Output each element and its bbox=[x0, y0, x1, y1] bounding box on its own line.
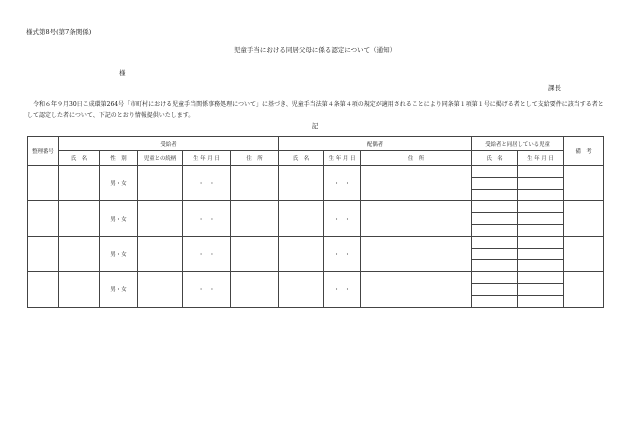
recipient-sex-cell[interactable]: 男・女 bbox=[100, 236, 138, 271]
spouse-name-cell[interactable] bbox=[279, 272, 324, 307]
serial-number-cell[interactable] bbox=[28, 166, 59, 201]
recipient-relation-cell[interactable] bbox=[138, 201, 183, 236]
table-row bbox=[28, 272, 604, 284]
header-row-groups bbox=[28, 137, 604, 151]
body-paragraph: 令和６年９月30日こ成環第264号「市町村における児童手当関係事務処理について」に基づき、児童手当法第４条第４項の規定が適用されることにより同条第１項第１号に掲げる者として支給要件に該当する者として認定した者について、下記のとおり情報提供いたします。 bbox=[27, 101, 604, 119]
child-birthdate-cell[interactable] bbox=[518, 236, 564, 248]
spouse-birthdate-cell[interactable]: ・ ・ bbox=[324, 201, 361, 236]
child-name-cell[interactable] bbox=[472, 177, 518, 189]
child-birthdate-header: 生 年 月 日 bbox=[518, 151, 564, 166]
recipient-table bbox=[27, 136, 604, 308]
spouse-address-header: 住 所 bbox=[361, 151, 472, 166]
header-row-columns bbox=[28, 151, 604, 166]
spouse-address-cell[interactable] bbox=[361, 201, 472, 236]
records-body bbox=[28, 166, 604, 308]
child-name-cell[interactable] bbox=[472, 224, 518, 236]
child-name-cell[interactable] bbox=[472, 272, 518, 284]
remarks-cell[interactable] bbox=[564, 236, 604, 271]
child-birthdate-cell[interactable] bbox=[518, 295, 564, 307]
child-name-cell[interactable] bbox=[472, 189, 518, 201]
child-birthdate-cell[interactable] bbox=[518, 166, 564, 178]
recipient-name-cell[interactable] bbox=[59, 166, 100, 201]
child-birthdate-cell[interactable] bbox=[518, 189, 564, 201]
child-name-cell[interactable] bbox=[472, 295, 518, 307]
spouse-address-cell[interactable] bbox=[361, 272, 472, 307]
recipient-birthdate-cell[interactable]: ・ ・ bbox=[183, 201, 231, 236]
spouse-address-cell[interactable] bbox=[361, 236, 472, 271]
recipient-relation-header: 児童との続柄 bbox=[138, 151, 183, 166]
table-row bbox=[28, 166, 604, 178]
spouse-birthdate-cell[interactable]: ・ ・ bbox=[324, 236, 361, 271]
recipient-birthdate-cell[interactable]: ・ ・ bbox=[183, 236, 231, 271]
child-birthdate-cell[interactable] bbox=[518, 224, 564, 236]
child-birthdate-cell[interactable] bbox=[518, 260, 564, 272]
recipient-name-cell[interactable] bbox=[59, 201, 100, 236]
recipient-relation-cell[interactable] bbox=[138, 166, 183, 201]
child-name-cell[interactable] bbox=[472, 201, 518, 213]
recipient-relation-cell[interactable] bbox=[138, 236, 183, 271]
child-birthdate-cell[interactable] bbox=[518, 177, 564, 189]
spouse-birthdate-cell[interactable]: ・ ・ bbox=[324, 166, 361, 201]
document-title: 児童手当における同居父母に係る認定について（通知） bbox=[233, 46, 397, 54]
recipient-address-cell[interactable] bbox=[231, 272, 279, 307]
recipient-birthdate-cell[interactable]: ・ ・ bbox=[183, 166, 231, 201]
serial-number-cell[interactable] bbox=[28, 272, 59, 307]
recipient-address-cell[interactable] bbox=[231, 166, 279, 201]
table-row bbox=[28, 236, 604, 248]
remarks-cell[interactable] bbox=[564, 201, 604, 236]
form-number: 様式第8号(第7条関係) bbox=[26, 28, 92, 36]
child-name-header: 氏 名 bbox=[472, 151, 518, 166]
recipient-sex-header: 性 別 bbox=[100, 151, 138, 166]
child-name-cell[interactable] bbox=[472, 166, 518, 178]
child-birthdate-cell[interactable] bbox=[518, 201, 564, 213]
recipient-address-header: 住 所 bbox=[231, 151, 279, 166]
child-birthdate-cell[interactable] bbox=[518, 283, 564, 295]
recipient-address-cell[interactable] bbox=[231, 201, 279, 236]
spouse-name-cell[interactable] bbox=[279, 166, 324, 201]
spouse-birthdate-cell[interactable]: ・ ・ bbox=[324, 272, 361, 307]
remarks-cell[interactable] bbox=[564, 166, 604, 201]
child-birthdate-cell[interactable] bbox=[518, 272, 564, 284]
remarks-cell[interactable] bbox=[564, 272, 604, 307]
remarks-header: 備 考 bbox=[564, 137, 604, 166]
recipient-sex-cell[interactable]: 男・女 bbox=[100, 272, 138, 307]
children-group-header: 受給者と同居している児童 bbox=[472, 137, 564, 151]
child-name-cell[interactable] bbox=[472, 213, 518, 225]
addressee-suffix: 様 bbox=[119, 69, 126, 77]
spouse-name-cell[interactable] bbox=[279, 201, 324, 236]
child-name-cell[interactable] bbox=[472, 248, 518, 260]
spouse-birthdate-header: 生 年 月 日 bbox=[324, 151, 361, 166]
spouse-name-header: 氏 名 bbox=[279, 151, 324, 166]
child-birthdate-cell[interactable] bbox=[518, 248, 564, 260]
serial-number-header: 整理番号 bbox=[28, 137, 59, 166]
child-birthdate-cell[interactable] bbox=[518, 213, 564, 225]
recipient-address-cell[interactable] bbox=[231, 236, 279, 271]
table-row bbox=[28, 201, 604, 213]
child-name-cell[interactable] bbox=[472, 283, 518, 295]
spouse-address-cell[interactable] bbox=[361, 166, 472, 201]
spouse-name-cell[interactable] bbox=[279, 236, 324, 271]
recipient-relation-cell[interactable] bbox=[138, 272, 183, 307]
recipient-birthdate-header: 生 年 月 日 bbox=[183, 151, 231, 166]
serial-number-cell[interactable] bbox=[28, 201, 59, 236]
recipient-birthdate-cell[interactable]: ・ ・ bbox=[183, 272, 231, 307]
child-name-cell[interactable] bbox=[472, 236, 518, 248]
section-heading: 記 bbox=[311, 122, 319, 130]
recipient-sex-cell[interactable]: 男・女 bbox=[100, 166, 138, 201]
serial-number-cell[interactable] bbox=[28, 236, 59, 271]
child-name-cell[interactable] bbox=[472, 260, 518, 272]
sender-title: 課長 bbox=[548, 84, 561, 92]
recipient-name-cell[interactable] bbox=[59, 236, 100, 271]
spouse-group-header: 配偶者 bbox=[279, 137, 472, 151]
recipient-name-header: 氏 名 bbox=[59, 151, 100, 166]
recipient-sex-cell[interactable]: 男・女 bbox=[100, 201, 138, 236]
recipient-name-cell[interactable] bbox=[59, 272, 100, 307]
recipient-group-header: 受給者 bbox=[59, 137, 279, 151]
